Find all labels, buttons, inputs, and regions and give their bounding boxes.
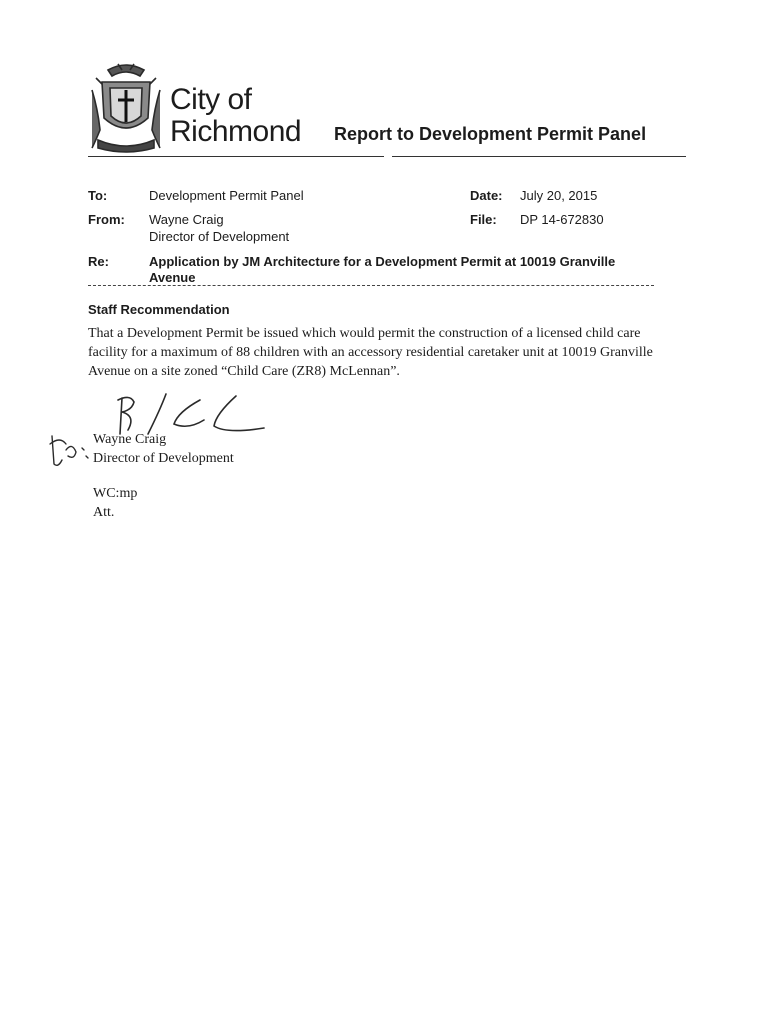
re-label: Re:: [88, 254, 109, 269]
handwritten-initials: [44, 430, 92, 470]
from-label: From:: [88, 212, 125, 227]
re-subject: Application by JM Architecture for a Development Permit at 10019 Granville Avenue: [149, 254, 616, 285]
to-value: Development Permit Panel: [149, 188, 304, 203]
handwritten-signature: [108, 390, 268, 438]
to-label: To:: [88, 188, 108, 203]
report-title: Report to Development Permit Panel: [334, 124, 647, 144]
signer-name: Wayne Craig: [93, 432, 167, 447]
from-title: Director of Development: [149, 229, 290, 244]
staff-recommendation-heading: Staff Recommendation: [88, 302, 230, 317]
date-label: Date:: [470, 188, 503, 203]
date-value: July 20, 2015: [520, 188, 598, 203]
header-divider-gap: [384, 155, 392, 157]
attachment-note: Att.: [93, 505, 115, 520]
signer-title: Director of Development: [93, 451, 234, 466]
city-name-line1: City of: [170, 83, 252, 116]
city-crest-logo: [88, 60, 164, 154]
typist-initials: WC:mp: [93, 486, 138, 501]
staff-recommendation-body: That a Development Permit be issued which would permit the construction of a licensed child care facility for a maximum of 88 children with an accessory residential caretaker unit at 10019 Granville Avenue on a site zoned “Child Care (ZR8) McLennan”.: [88, 326, 653, 379]
city-name-line2: Richmond: [170, 115, 302, 148]
city-name: [170, 84, 301, 148]
from-name: Wayne Craig: [149, 212, 224, 227]
file-value: DP 14-672830: [520, 212, 604, 227]
subject-divider: [88, 285, 654, 286]
file-label: File:: [470, 212, 497, 227]
